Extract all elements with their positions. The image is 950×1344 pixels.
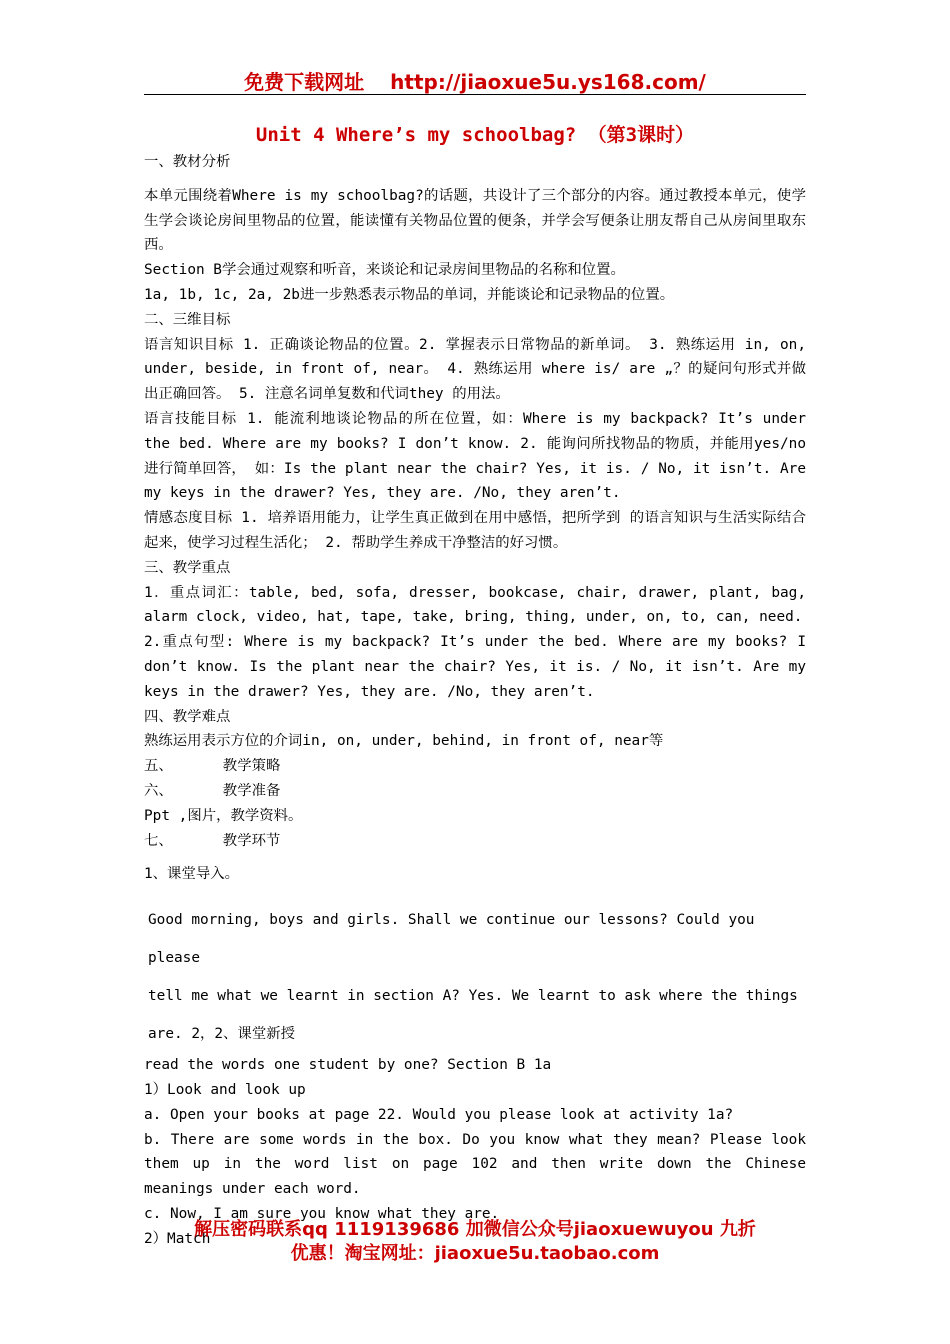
- section-heading-strategy: [144, 754, 806, 779]
- section-number: 五、: [144, 758, 173, 775]
- promo-footer: [144, 1218, 806, 1266]
- analysis-paragraph-2: Section B学会通过观察和听音，来谈论和记录房间里物品的名称和位置。: [144, 262, 625, 279]
- difficulties-text: 熟练运用表示方位的介词in, on, under, behind, in front of, near等: [144, 733, 664, 750]
- read-words-text: read the words one student by one? Section B 1a: [144, 1057, 552, 1074]
- download-label: 免费下载网址: [244, 70, 365, 94]
- lesson-line-3: are. 2，2、课堂新授: [148, 1026, 295, 1043]
- section-heading-key-points: 三、教学重点: [144, 559, 231, 576]
- document-body: [144, 150, 806, 1251]
- section-heading-objectives: 二、三维目标: [144, 311, 231, 328]
- objective-attitude: 情感态度目标 1. 培养语用能力，让学生真正做到在用中感悟，把所学到 的语言知识与生活实际结合起来，使学习过程生活化； 2. 帮助学生养成干净整洁的好习惯。: [144, 510, 806, 551]
- step-c: c. Now, I am sure you know what they are.: [144, 1205, 500, 1222]
- lesson-line-2: tell me what we learnt in section A? Yes. We learnt to ask where the things: [148, 988, 798, 1005]
- document-title: Unit 4 Where’s my schoolbag? （第3课时）: [255, 124, 695, 146]
- download-url-link[interactable]: http://jiaoxue5u.ys168.com/: [390, 70, 706, 94]
- section-label: 教学策略: [222, 758, 281, 775]
- analysis-paragraph-1: 本单元围绕着Where is my schoolbag?的话题，共设计了三个部分的内容。通过教授本单元，使学生学会谈论房间里物品的位置，能读懂有关物品位置的便条，并学会写便条让朋友帮自己从房间里取东西。: [144, 187, 806, 254]
- objective-skills: 语言技能目标 1. 能流利地谈论物品的所在位置，如：Where is my backpack? It’s under the bed. Where are my books? I don’t know. 2. 能询问所找物品的物质，并能用yes/no 进行简单回答， 如：Is the plant near the chair? Yes, it is. / No, it isn’t. Are my keys in the drawer? Yes, they are. /No, they aren’t.: [144, 410, 806, 502]
- section-heading-analysis: 一、教材分析: [144, 154, 231, 170]
- section-number: 六、: [144, 782, 173, 799]
- preparation-text: Ppt ,图片，教学资料。: [144, 807, 303, 824]
- analysis-paragraph-3: 1a, 1b, 1c, 2a, 2b进一步熟悉表示物品的单词，并能谈论和记录物品的位置。: [144, 286, 675, 303]
- section-label: 教学准备: [222, 782, 281, 799]
- step-b: b. There are some words in the box. Do you know what they mean? Please look them up in the word list on page 102 and then write down the Chinese meanings under each word.: [144, 1131, 806, 1198]
- section-heading-procedure: [144, 829, 806, 854]
- step-match: 2）Match: [144, 1230, 211, 1247]
- footer-line-1: 解压密码联系qq 1119139686 加微信公众号jiaoxuewuyou 九折: [194, 1219, 756, 1240]
- section-number: 七、: [144, 832, 173, 849]
- section-heading-preparation: [144, 779, 806, 804]
- footer-line-2: 优惠！淘宝网址：jiaoxue5u.taobao.com: [290, 1243, 660, 1264]
- key-sentences: 2.重点句型: Where is my backpack? It’s under the bed. Where are my books? I don’t know. Is the plant near the chair? Yes, it is. / No, it isn’t. Are my keys in the drawer? Yes, they are. /No, they aren’t.: [144, 634, 806, 700]
- download-header: [144, 66, 806, 95]
- header-divider: [144, 94, 806, 95]
- objective-knowledge: 语言知识目标 1. 正确谈论物品的位置。2. 掌握表示日常物品的新单词。 3. 熟练运用 in, on, under, beside, in front of, near。 4. 熟练运用 where is/ are „？的疑问句形式并做出正确回答。 5. 注意名词单复数和代词they 的用法。: [144, 336, 806, 403]
- lesson-line-1: Good morning, boys and girls. Shall we continue our lessons? Could you please: [148, 912, 755, 967]
- key-vocabulary: 1．重点词汇：table, bed, sofa, dresser, bookcase, chair, drawer, plant, bag, alarm clock, video, hat, tape, take, bring, thing, under, on, to, can, need.: [144, 584, 806, 626]
- step-a: a. Open your books at page 22. Would you please look at activity 1a?: [144, 1106, 734, 1123]
- section-label: 教学环节: [222, 832, 281, 849]
- step-lead-in: 1、课堂导入。: [144, 866, 240, 883]
- section-heading-difficulties: 四、教学难点: [144, 708, 231, 725]
- step-look-up: 1）Look and look up: [144, 1081, 306, 1098]
